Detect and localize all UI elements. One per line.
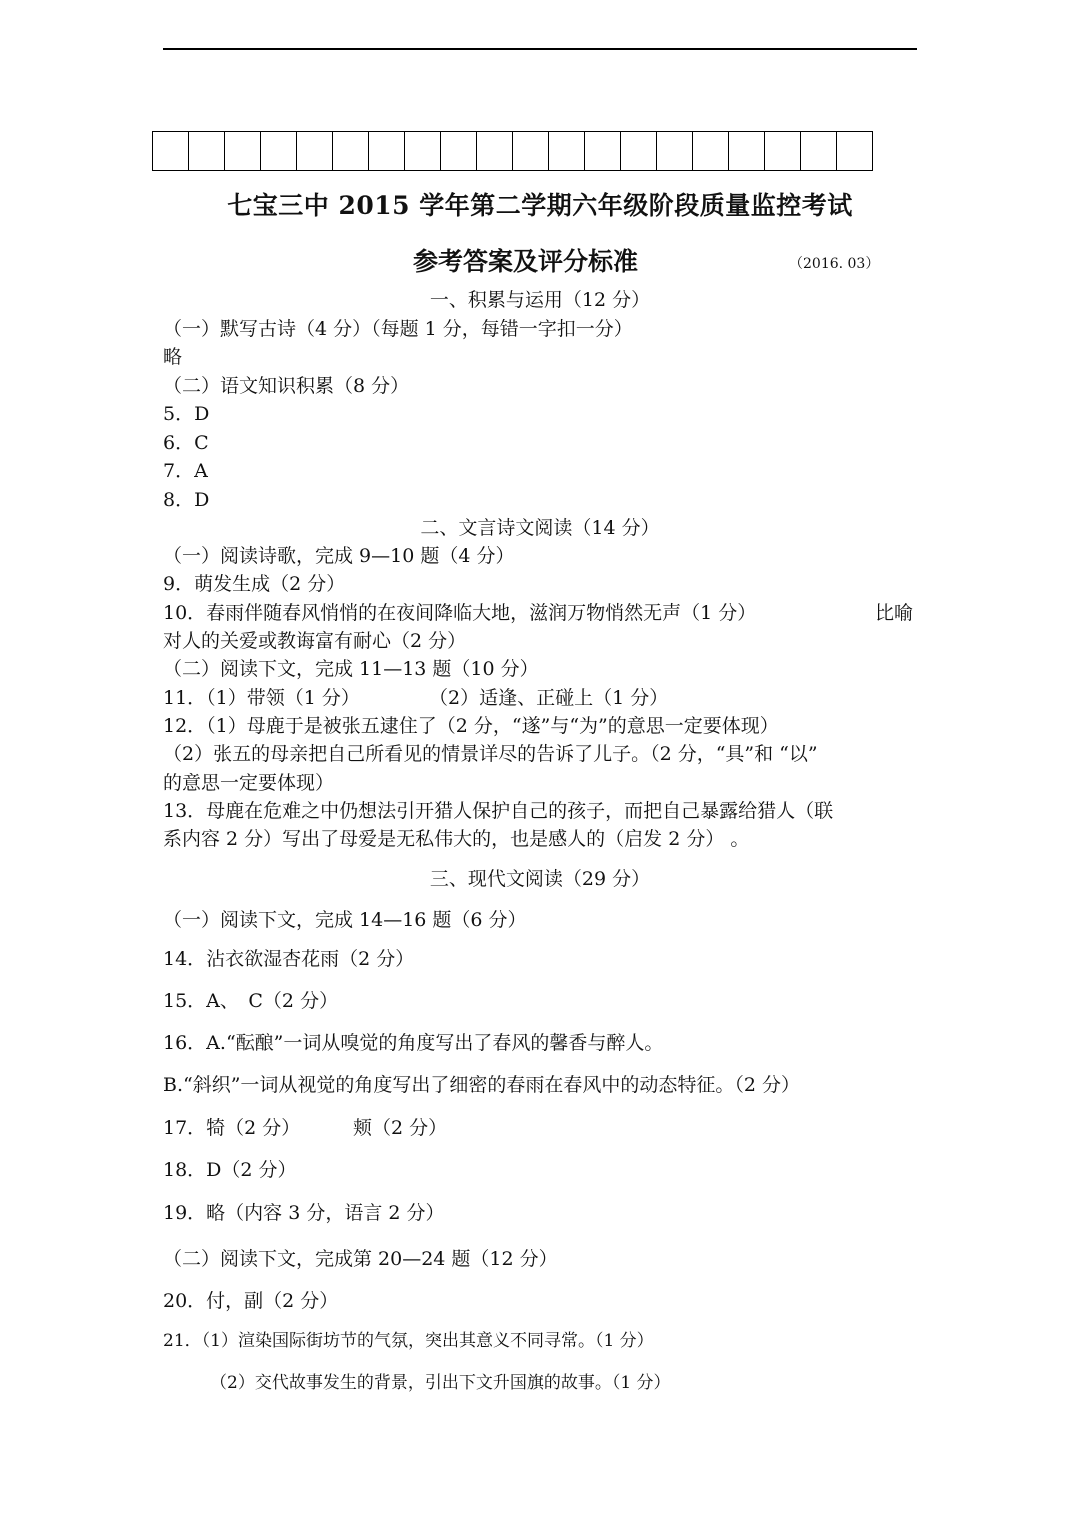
- answer-line: 14．沾衣欲湿杏花雨（2 分）: [163, 948, 415, 970]
- grid-cell: [836, 131, 873, 171]
- grid-cell: [512, 131, 549, 171]
- answer-line: 9．萌发生成（2 分）: [163, 573, 346, 595]
- answer-line: （2）适逢、正碰上（1 分）: [429, 687, 669, 709]
- answer-line: 19．略（内容 3 分，语言 2 分）: [163, 1202, 445, 1224]
- answer-line: 15．A、 C（2 分）: [163, 990, 339, 1012]
- grid-cell: [224, 131, 261, 171]
- answer-line: 12．（1）母鹿于是被张五逮住了（2 分，“遂”与“为”的意思一定要体现）: [163, 715, 779, 737]
- answer-line: 比喻: [875, 602, 914, 624]
- answer-line: 21．（1）渲染国际街坊节的气氛，突出其意义不同寻常。（1 分）: [163, 1331, 654, 1351]
- answer-line: 10．春雨伴随春风悄悄的在夜间降临大地，滋润万物悄然无声（1 分）: [163, 602, 757, 624]
- subsection-heading: （一）默写古诗（4 分）（每题 1 分，每错一字扣一分）: [163, 318, 633, 340]
- grid-cell: [188, 131, 225, 171]
- answer-line: 略: [163, 346, 183, 368]
- answer-line: 6．C: [163, 432, 209, 454]
- grid-cell: [728, 131, 765, 171]
- subsection-heading: （二）语文知识积累（8 分）: [163, 375, 410, 397]
- section-heading-3: 三、现代文阅读（29 分）: [429, 868, 651, 890]
- answer-line: 5．D: [163, 403, 210, 425]
- grid-cell: [440, 131, 477, 171]
- grid-cell: [296, 131, 333, 171]
- grid-cell: [656, 131, 693, 171]
- exam-number-grid: [153, 131, 873, 171]
- answer-line: 18．D（2 分）: [163, 1159, 297, 1181]
- document-subtitle: 参考答案及评分标准: [413, 247, 639, 276]
- answer-line: 颊（2 分）: [353, 1117, 448, 1139]
- subsection-heading: （二）阅读下文，完成第 20—24 题（12 分）: [163, 1248, 558, 1270]
- answer-line: 17．犄（2 分）: [163, 1117, 301, 1139]
- grid-cell: [584, 131, 621, 171]
- subsection-heading: （一）阅读下文，完成 14—16 题（6 分）: [163, 909, 527, 931]
- grid-cell: [764, 131, 801, 171]
- document-date: （2016. 03）: [789, 256, 880, 272]
- grid-cell: [152, 131, 189, 171]
- grid-cell: [404, 131, 441, 171]
- document-title: 七宝三中 2015 学年第二学期六年级阶段质量监控考试: [227, 191, 853, 220]
- grid-cell: [692, 131, 729, 171]
- answer-line: B.“斜织”一词从视觉的角度写出了细密的春雨在春风中的动态特征。（2 分）: [163, 1074, 801, 1096]
- grid-cell: [620, 131, 657, 171]
- subsection-heading: （二）阅读下文，完成 11—13 题（10 分）: [163, 658, 539, 680]
- answer-line: 13．母鹿在危难之中仍想法引开猎人保护自己的孩子，而把自己暴露给猎人（联: [163, 800, 834, 822]
- grid-cell: [800, 131, 837, 171]
- grid-cell: [548, 131, 585, 171]
- grid-cell: [332, 131, 369, 171]
- answer-line: 的意思一定要体现）: [163, 772, 335, 794]
- section-heading-2: 二、文言诗文阅读（14 分）: [420, 517, 660, 539]
- section-heading-1: 一、积累与运用（12 分）: [429, 289, 651, 311]
- grid-cell: [260, 131, 297, 171]
- answer-line: 20．付，副（2 分）: [163, 1290, 339, 1312]
- answer-line: 16．A.“酝酿”一词从嗅觉的角度写出了春风的馨香与醉人。: [163, 1032, 664, 1054]
- answer-line: （2）交代故事发生的背景，引出下文升国旗的故事。（1 分）: [210, 1373, 671, 1393]
- answer-line: 8．D: [163, 489, 210, 511]
- answer-line: 系内容 2 分）写出了母爱是无私伟大的，也是感人的（启发 2 分） 。: [163, 828, 750, 850]
- answer-line: 11．（1）带领（1 分）: [163, 687, 360, 709]
- subsection-heading: （一）阅读诗歌，完成 9—10 题（4 分）: [163, 545, 515, 567]
- answer-line: 7．A: [163, 460, 208, 482]
- top-rule: [163, 48, 917, 50]
- answer-line: 对人的关爱或教诲富有耐心（2 分）: [163, 630, 467, 652]
- answer-line: （2）张五的母亲把自己所看见的情景详尽的告诉了儿子。（2 分，“具”和 “以”: [163, 743, 818, 765]
- grid-cell: [476, 131, 513, 171]
- grid-cell: [368, 131, 405, 171]
